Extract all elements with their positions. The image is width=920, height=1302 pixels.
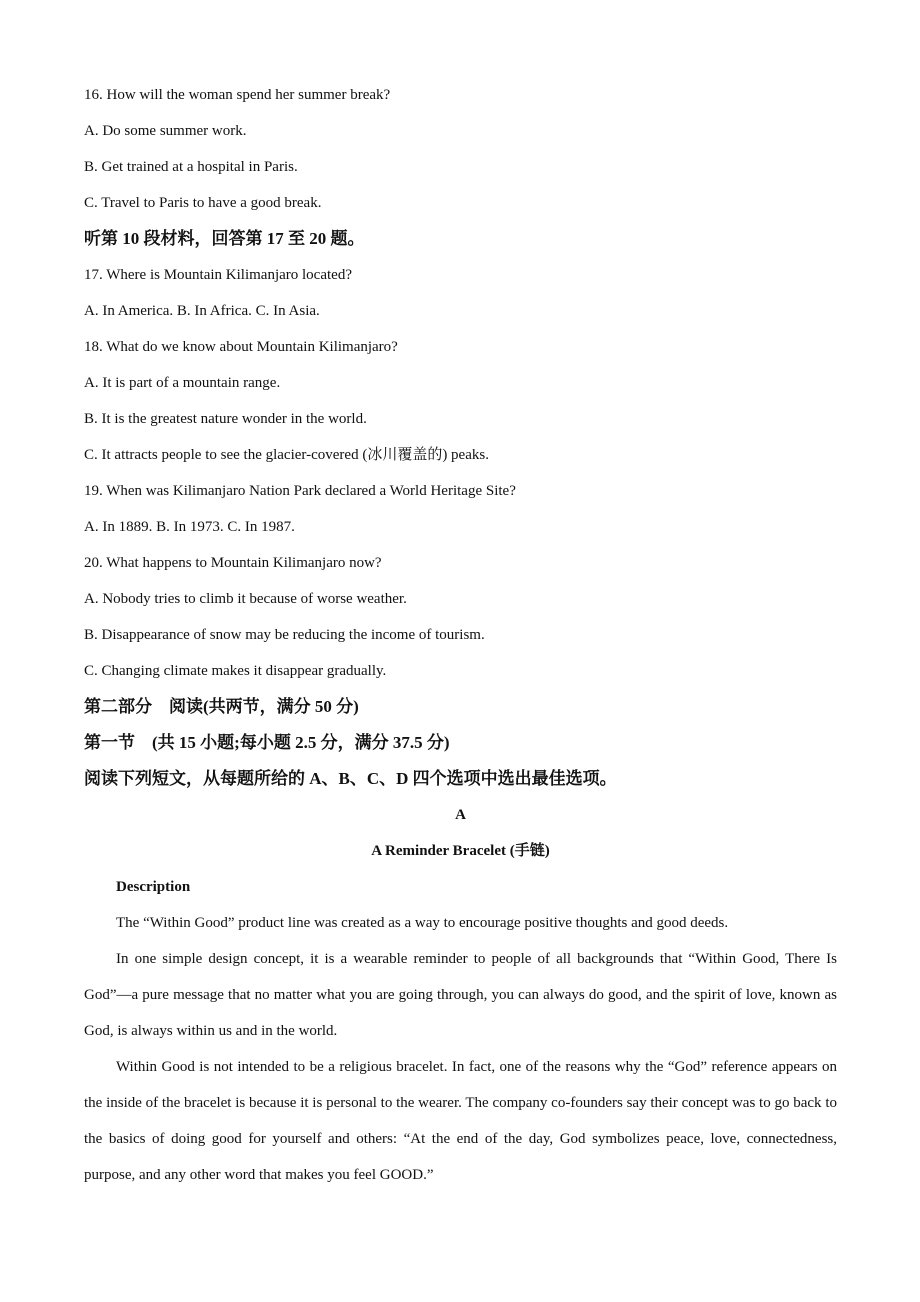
- option-16c: C. Travel to Paris to have a good break.: [84, 195, 322, 211]
- question-17: 17. Where is Mountain Kilimanjaro located?: [84, 267, 352, 283]
- options-17: A. In America. B. In Africa. C. In Asia.: [84, 303, 320, 319]
- question-19: 19. When was Kilimanjaro Nation Park declared a World Heritage Site?: [84, 483, 516, 499]
- passage-paragraph: In one simple design concept, it is a wearable reminder to people of all backgrounds that “Within Good, There Is God”—a pure message that no matter what you are going through, you can always do good, and the spirit of love, known as God, is always within us and in the world.: [84, 951, 837, 1039]
- option-20a: A. Nobody tries to climb it because of worse weather.: [84, 591, 407, 607]
- part-two-title: 第二部分 阅读(共两节，满分 50 分): [84, 697, 359, 716]
- option-16b: B. Get trained at a hospital in Paris.: [84, 159, 298, 175]
- section-10-instruction: 听第 10 段材料，回答第 17 至 20 题。: [84, 229, 365, 248]
- section-one-title: 第一节 (共 15 小题;每小题 2.5 分，满分 37.5 分): [84, 733, 450, 752]
- document-page: [84, 77, 837, 1193]
- option-18b: B. It is the greatest nature wonder in the world.: [84, 411, 367, 427]
- passage-letter: A: [455, 807, 466, 823]
- passage-subheading: Description: [116, 879, 191, 895]
- option-18c: C. It attracts people to see the glacier-covered (冰川覆盖的) peaks.: [84, 447, 489, 463]
- question-16: 16. How will the woman spend her summer break?: [84, 87, 391, 103]
- options-19: A. In 1889. B. In 1973. C. In 1987.: [84, 519, 295, 535]
- passage-title: A Reminder Bracelet (手链): [371, 843, 550, 859]
- question-20: 20. What happens to Mountain Kilimanjaro now?: [84, 555, 382, 571]
- option-20c: C. Changing climate makes it disappear gradually.: [84, 663, 387, 679]
- option-16a: A. Do some summer work.: [84, 123, 247, 139]
- question-18: 18. What do we know about Mountain Kilimanjaro?: [84, 339, 398, 355]
- option-18a: A. It is part of a mountain range.: [84, 375, 281, 391]
- passage-paragraph: Within Good is not intended to be a religious bracelet. In fact, one of the reasons why the “God” reference appears on the inside of the bracelet is because it is personal to the wearer. The company co-founders say their concept was to go back to the basics of doing good for yourself and others: “At the end of the day, God symbolizes peace, love, connectedness, purpose, and any other word that makes you feel GOOD.”: [84, 1059, 837, 1183]
- reading-instruction: 阅读下列短文，从每题所给的 A、B、C、D 四个选项中选出最佳选项。: [84, 769, 617, 788]
- option-20b: B. Disappearance of snow may be reducing the income of tourism.: [84, 627, 485, 643]
- passage-paragraph: The “Within Good” product line was created as a way to encourage positive thoughts and good deeds.: [116, 915, 729, 931]
